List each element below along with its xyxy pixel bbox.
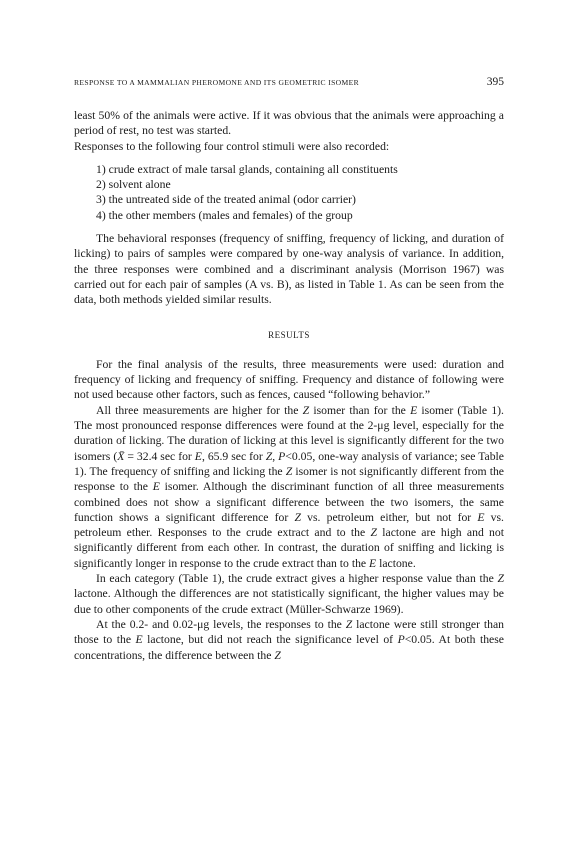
- italic-term: E: [135, 633, 143, 647]
- text-segment: isomer is not significantly different from the response to the: [74, 464, 504, 494]
- italic-term: Z: [370, 526, 378, 540]
- document-page: [74, 76, 504, 663]
- text-segment: lactone. Although the differences are not statistically significant, the higher values may be due to other components of the crude extract (Müller-Schwarze 1969).: [74, 587, 504, 616]
- list-item: 3) the untreated side of the treated animal (odor carrier): [96, 193, 356, 207]
- control-stimuli-list: [96, 162, 504, 223]
- text-segment: In each category (Table 1), the crude extract gives a higher response value than the: [96, 572, 498, 586]
- paragraph-results-3: [74, 571, 504, 617]
- text-segment: For the final analysis of the results, three measurements were used: duration and frequency of licking and frequency of sniffing. Frequency and distance of following were not used because other factors, such as fences, caused “following behavior.”: [74, 357, 504, 402]
- list-item: 1) crude extract of male tarsal glands, containing all constituents: [96, 162, 398, 176]
- italic-term: P: [397, 633, 405, 647]
- italic-term: Z: [302, 403, 310, 417]
- italic-term: E: [410, 403, 418, 417]
- paragraph-control-intro: Responses to the following four control stimuli were also recorded:: [74, 139, 390, 153]
- italic-term: E: [194, 449, 202, 463]
- running-header: [74, 76, 504, 94]
- text-segment: vs. petroleum ether. Responses to the crude extract and to the: [74, 510, 504, 540]
- paragraph-methods: The behavioral responses (frequency of sniffing, frequency of licking, and duration of licking) to pairs of samples were compared by one-way analysis of variance. In addition, the three responses were combined and a discriminant analysis (Morrison 1967) was carried out for each pair of samples (A vs. B), as listed in Table 1. As can be seen from the data, both methods yielded similar results.: [74, 232, 504, 307]
- text-segment: isomer than for the: [309, 403, 411, 417]
- text-segment: lactone are high and not significantly different from each other. In contrast, the duration of sniffing and licking is significantly longer in response to the crude extract than to the: [74, 526, 504, 570]
- text-segment: isomer (Table 1). The most pronounced response differences were found at the 2-μg level, especially for the duration of licking. The duration of licking at this level is significantly different for the two isomers (: [74, 403, 504, 463]
- section-heading-results: RESULTS: [268, 329, 310, 340]
- italic-term: X̄: [117, 449, 125, 463]
- text-segment: <0.05. At both these concentrations, the difference between the: [74, 633, 504, 662]
- text-segment: , 65.9 sec for: [201, 449, 266, 463]
- text-segment: At the 0.2- and 0.02-μg levels, the responses to the: [96, 617, 346, 631]
- italic-term: Z: [265, 449, 273, 463]
- italic-term: Z: [345, 617, 353, 631]
- italic-term: P: [278, 449, 286, 463]
- italic-term: Z: [294, 510, 301, 524]
- text-segment: <0.05, one-way analysis of variance; see Table 1). The frequency of sniffing and licking the: [74, 449, 504, 478]
- paragraph-continuation: least 50% of the animals were active. If it was obvious that the animals were approaching a period of rest, no test was started.: [74, 109, 504, 138]
- italic-term: E: [477, 510, 485, 524]
- text-segment: lactone.: [376, 556, 416, 570]
- text-segment: = 32.4 sec for: [124, 449, 195, 463]
- text-segment: vs. petroleum either, but not for: [300, 510, 478, 524]
- text-segment: lactone were still stronger than those to the: [74, 617, 504, 647]
- list-item: 4) the other members (males and females) of the group: [96, 208, 353, 222]
- text-segment: All three measurements are higher for the: [96, 403, 303, 417]
- text-segment: lactone, but did not reach the significance level of: [142, 633, 398, 647]
- running-title: RESPONSE TO A MAMMALIAN PHEROMONE AND ITS GEOMETRIC ISOMER: [74, 78, 359, 87]
- italic-term: Z: [285, 464, 293, 478]
- italic-term: Z: [497, 572, 504, 586]
- paragraph-results-1: [74, 357, 504, 403]
- body-text: [74, 108, 504, 663]
- italic-term: Z: [274, 648, 281, 662]
- italic-term: E: [369, 556, 377, 570]
- list-item: 2) solvent alone: [96, 178, 171, 192]
- paragraph-results-4: [74, 617, 504, 663]
- italic-term: E: [152, 480, 160, 494]
- paragraph-results-2: [74, 403, 504, 571]
- page-number: 395: [486, 76, 504, 88]
- text-segment: ,: [272, 449, 279, 463]
- text-segment: isomer. Although the discriminant function of all three measurements combined does not show a significant difference between the two isomers, the same function shows a significant difference for: [74, 480, 504, 524]
